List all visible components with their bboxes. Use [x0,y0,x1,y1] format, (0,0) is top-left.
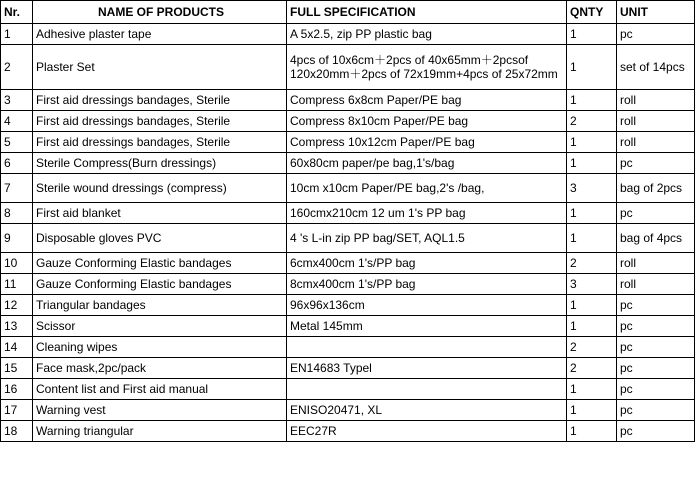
table-row [1,421,695,442]
cell-spec: 8cmx400cm 1's/PP bag [287,274,567,295]
cell-unit: pc [617,358,695,379]
cell-name: Content list and First aid manual [33,379,287,400]
cell-qnty: 1 [567,45,617,90]
cell-name: Sterile Compress(Burn dressings) [33,153,287,174]
cell-qnty: 2 [567,111,617,132]
cell-unit: roll [617,90,695,111]
cell-unit: roll [617,132,695,153]
cell-qnty: 1 [567,316,617,337]
cell-unit: bag of 2pcs [617,174,695,203]
cell-nr: 7 [1,174,33,203]
cell-qnty: 1 [567,295,617,316]
cell-qnty: 3 [567,274,617,295]
cell-nr: 10 [1,253,33,274]
table-row [1,153,695,174]
cell-unit: pc [617,400,695,421]
cell-unit: pc [617,24,695,45]
cell-unit: pc [617,203,695,224]
table-row [1,295,695,316]
cell-nr: 2 [1,45,33,90]
cell-spec: ENISO20471, XL [287,400,567,421]
cell-nr: 17 [1,400,33,421]
cell-qnty: 1 [567,421,617,442]
cell-unit: pc [617,421,695,442]
cell-name: Gauze Conforming Elastic bandages [33,253,287,274]
cell-unit: pc [617,337,695,358]
cell-nr: 8 [1,203,33,224]
table-body [1,24,695,442]
cell-qnty: 2 [567,253,617,274]
table-row [1,274,695,295]
cell-qnty: 2 [567,337,617,358]
cell-spec: Compress 10x12cm Paper/PE bag [287,132,567,153]
table-row [1,132,695,153]
cell-name: Warning vest [33,400,287,421]
cell-name: First aid dressings bandages, Sterile [33,111,287,132]
cell-nr: 15 [1,358,33,379]
cell-spec: 6cmx400cm 1's/PP bag [287,253,567,274]
cell-unit: bag of 4pcs [617,224,695,253]
table-row [1,379,695,400]
cell-spec: A 5x2.5, zip PP plastic bag [287,24,567,45]
header-name-of-products: NAME OF PRODUCTS [33,1,287,24]
cell-name: Plaster Set [33,45,287,90]
cell-spec: 60x80cm paper/pe bag,1's/bag [287,153,567,174]
header-nr: Nr. [1,1,33,24]
table-row [1,400,695,421]
cell-name: First aid dressings bandages, Sterile [33,90,287,111]
cell-unit: pc [617,153,695,174]
cell-qnty: 1 [567,132,617,153]
cell-spec: Compress 8x10cm Paper/PE bag [287,111,567,132]
table-row [1,337,695,358]
cell-unit: pc [617,379,695,400]
cell-spec: Metal 145mm [287,316,567,337]
cell-nr: 6 [1,153,33,174]
header-qnty: QNTY [567,1,617,24]
cell-spec: 96x96x136cm [287,295,567,316]
table-row [1,174,695,203]
cell-spec: Compress 6x8cm Paper/PE bag [287,90,567,111]
table-row [1,111,695,132]
cell-unit: pc [617,316,695,337]
cell-unit: set of 14pcs [617,45,695,90]
cell-qnty: 1 [567,203,617,224]
cell-name: Scissor [33,316,287,337]
cell-nr: 4 [1,111,33,132]
cell-qnty: 1 [567,90,617,111]
cell-qnty: 1 [567,379,617,400]
cell-unit: roll [617,274,695,295]
cell-name: Cleaning wipes [33,337,287,358]
header-unit: UNIT [617,1,695,24]
cell-nr: 5 [1,132,33,153]
cell-name: Gauze Conforming Elastic bandages [33,274,287,295]
cell-nr: 13 [1,316,33,337]
header-full-specification: FULL SPECIFICATION [287,1,567,24]
cell-name: Warning triangular [33,421,287,442]
cell-nr: 12 [1,295,33,316]
cell-name: Disposable gloves PVC [33,224,287,253]
cell-name: Sterile wound dressings (compress) [33,174,287,203]
table-row [1,90,695,111]
cell-name: Adhesive plaster tape [33,24,287,45]
cell-nr: 11 [1,274,33,295]
cell-unit: roll [617,253,695,274]
cell-spec: EN14683 Typel [287,358,567,379]
table-row [1,316,695,337]
cell-qnty: 1 [567,153,617,174]
cell-nr: 14 [1,337,33,358]
cell-spec: 4pcs of 10x6cm＋2pcs of 40x65mm＋2pcsof 120x20mm＋2pcs of 72x19mm+4pcs of 25x72mm [287,45,567,90]
cell-spec [287,337,567,358]
table-row [1,253,695,274]
table-row [1,45,695,90]
cell-qnty: 2 [567,358,617,379]
cell-unit: pc [617,295,695,316]
cell-spec: 10cm x10cm Paper/PE bag,2's /bag, [287,174,567,203]
cell-qnty: 1 [567,400,617,421]
cell-spec: 4 's L-in zip PP bag/SET, AQL1.5 [287,224,567,253]
cell-spec [287,379,567,400]
table-row [1,24,695,45]
cell-name: Face mask,2pc/pack [33,358,287,379]
cell-name: First aid blanket [33,203,287,224]
table-row [1,358,695,379]
cell-nr: 18 [1,421,33,442]
cell-name: First aid dressings bandages, Sterile [33,132,287,153]
table-row [1,224,695,253]
cell-unit: roll [617,111,695,132]
cell-qnty: 3 [567,174,617,203]
cell-nr: 16 [1,379,33,400]
header-row [1,1,695,24]
cell-qnty: 1 [567,224,617,253]
cell-nr: 9 [1,224,33,253]
cell-qnty: 1 [567,24,617,45]
cell-nr: 1 [1,24,33,45]
cell-spec: 160cmx210cm 12 um 1's PP bag [287,203,567,224]
cell-nr: 3 [1,90,33,111]
cell-spec: EEC27R [287,421,567,442]
cell-name: Triangular bandages [33,295,287,316]
table-row [1,203,695,224]
